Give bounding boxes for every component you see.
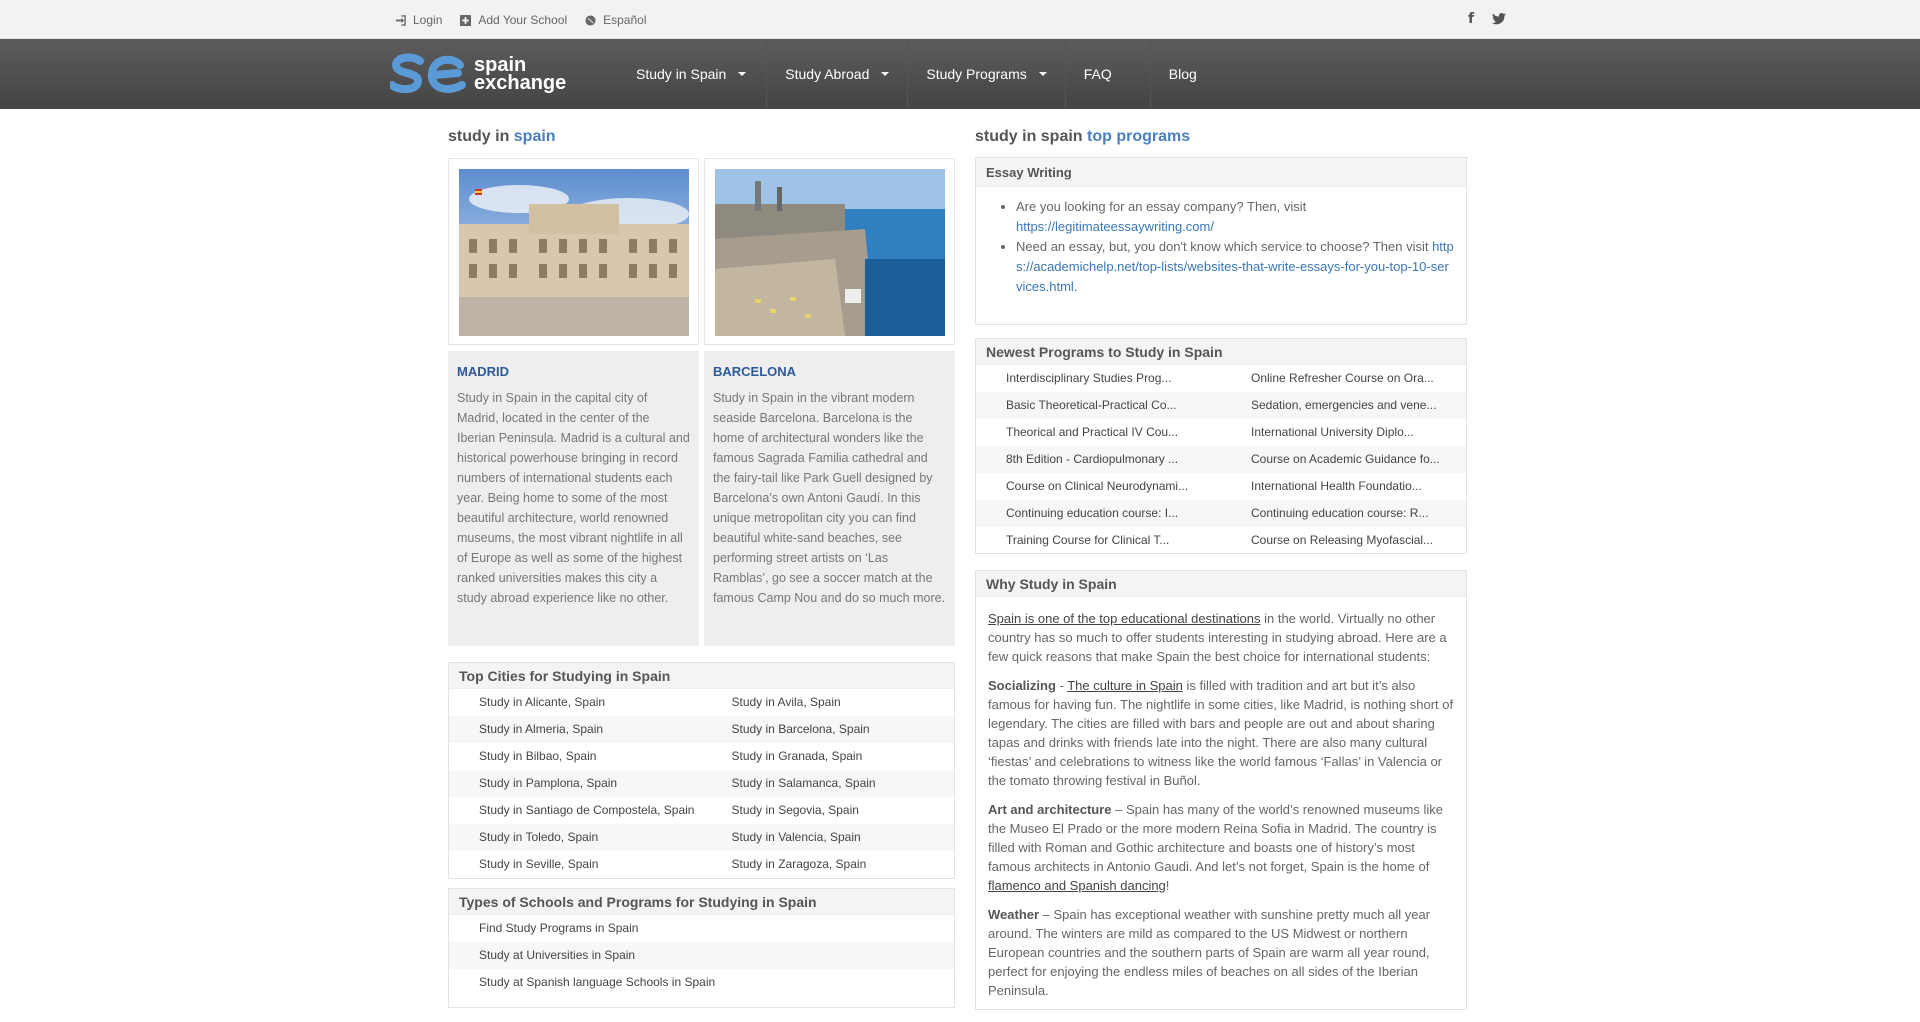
barcelona-title[interactable]: BARCELONA <box>713 364 797 379</box>
list-row <box>976 392 1466 419</box>
list-item-link[interactable]: Sedation, emergencies and vene... <box>1251 398 1437 412</box>
globe-icon <box>585 15 596 26</box>
madrid-description: Study in Spain in the capital city of Madrid, located in the center of the Iberian Peninsula. Madrid is a cultural and historical powerhouse bringing in record numbers of international students each year. Being home to some of the most beautiful architecture, world renowned museums, the most vibrant nightlife in all of Europe as well as some of the highest ranked universities makes this city a study abroad experience like no other. <box>457 391 690 605</box>
nav-blog[interactable] <box>1151 39 1215 109</box>
plus-square-icon <box>460 15 471 26</box>
caret-down-icon <box>738 72 746 76</box>
nav-label: Study Programs <box>926 66 1027 82</box>
madrid-image-card[interactable] <box>448 158 699 345</box>
why-intro: Spain is one of the top educational destinations in the world. Virtually no other country has so much to offer students interesting in studying abroad. Here are a few quick reasons that make Spain the best choice for international students: <box>988 611 1447 664</box>
nav-study-programs[interactable] <box>908 39 1065 109</box>
nav-faq[interactable] <box>1066 39 1151 109</box>
essay-link-1[interactable]: https://legitimateessaywriting.com/ <box>1016 219 1214 234</box>
language-link[interactable] <box>585 13 646 27</box>
nav-label: Study Abroad <box>785 66 870 82</box>
list-row <box>976 419 1466 446</box>
nav-study-in-spain[interactable] <box>618 39 767 109</box>
list-item-link[interactable]: Study in Almeria, Spain <box>479 722 604 736</box>
newest-programs-panel <box>975 338 1467 554</box>
list-row <box>449 770 954 797</box>
essay-writing-panel <box>975 157 1467 325</box>
list-item-link[interactable]: Theorical and Practical IV Cou... <box>1006 425 1179 439</box>
flamenco-link[interactable]: flamenco and Spanish dancing <box>988 878 1166 893</box>
list-item-link[interactable]: Study in Avila, Spain <box>731 695 841 709</box>
list-item-link[interactable]: Basic Theoretical-Practical Co... <box>1006 398 1177 412</box>
list-item-link[interactable]: Find Study Programs in Spain <box>479 921 639 935</box>
list-item-link[interactable]: Study in Granada, Spain <box>731 749 863 763</box>
madrid-palace-image <box>459 169 689 336</box>
barcelona-image-card[interactable] <box>704 158 955 345</box>
list-item-link[interactable]: International Health Foundatio... <box>1251 479 1422 493</box>
essay-item-1: • Are you looking for an essay company? Then, visit https://legitimateessaywriting.com/ <box>1016 197 1454 237</box>
list-item-link[interactable]: Study in Santiago de Compostela, Spain <box>479 803 695 817</box>
list-item-link[interactable]: Course on Academic Guidance fo... <box>1251 452 1440 466</box>
top-destinations-link[interactable]: Spain is one of the top educational destinations <box>988 611 1261 626</box>
why-art: Art and architecture – Spain has many of the world’s renowned museums like the Museo El Prado or the more modern Reina Sofia in Madrid. The country is filled with Roman and Gothic architecture and boasts one of history’s most famous architects in Antonio Gaudi. And let’s not forget, Spain is the home of flamenco and Spanish dancing! <box>988 802 1443 893</box>
school-types-title: Types of Schools and Programs for Studying in Spain <box>449 889 954 915</box>
nav-label: Blog <box>1168 66 1197 82</box>
list-row <box>976 473 1466 500</box>
culture-link[interactable]: The culture in Spain <box>1067 678 1183 693</box>
top-cities-panel <box>448 662 955 879</box>
essay-item-2: • Need an essay, but, you don't know which service to choose? Then visit https://academichelp.net/top-lists/websites-that-write-essays-for-you-top-10-services.html. <box>1016 237 1454 297</box>
twitter-icon[interactable] <box>1492 13 1506 25</box>
list-item-link[interactable]: Course on Clinical Neurodynami... <box>1006 479 1189 493</box>
list-row <box>976 446 1466 473</box>
site-logo[interactable] <box>390 51 590 97</box>
logo-text-line1: spain <box>474 54 527 76</box>
madrid-card <box>448 351 699 646</box>
list-row <box>449 716 954 743</box>
top-cities-title: Top Cities for Studying in Spain <box>449 663 954 689</box>
why-study-panel <box>975 570 1467 1010</box>
list-row <box>976 527 1466 554</box>
logo-text-line2: exchange <box>474 72 567 94</box>
list-item-link[interactable]: Study in Toledo, Spain <box>479 830 599 844</box>
add-school-link[interactable] <box>460 13 567 27</box>
barcelona-harbour-image <box>715 169 945 336</box>
newest-programs-title: Newest Programs to Study in Spain <box>976 339 1466 365</box>
list-item-link[interactable]: Study in Alicante, Spain <box>479 695 606 709</box>
facebook-icon[interactable]: f <box>1468 11 1475 27</box>
caret-down-icon <box>881 72 889 76</box>
list-item-link[interactable]: Study in Bilbao, Spain <box>479 749 597 763</box>
list-row <box>449 797 954 824</box>
list-item-link[interactable]: Study in Segovia, Spain <box>731 803 859 817</box>
caret-down-icon <box>1039 72 1047 76</box>
madrid-title[interactable]: MADRID <box>457 364 509 379</box>
list-item-link[interactable]: Continuing education course: I... <box>1006 506 1179 520</box>
list-row <box>449 824 954 851</box>
list-item-link[interactable]: Training Course for Clinical T... <box>1006 533 1170 547</box>
logo-mark-icon <box>390 51 468 97</box>
add-school-label: Add Your School <box>478 13 568 27</box>
list-item-link[interactable]: Study at Spanish language Schools in Spain <box>479 975 716 989</box>
list-item-link[interactable]: International University Diplo... <box>1251 425 1414 439</box>
list-item-link[interactable]: Study in Valencia, Spain <box>731 830 861 844</box>
list-item-link[interactable]: Course on Releasing Myofascial... <box>1251 533 1434 547</box>
list-item-link[interactable]: 8th Edition - Cardiopulmonary ... <box>1006 452 1179 466</box>
list-item-link[interactable]: Study in Pamplona, Spain <box>479 776 618 790</box>
login-label: Login <box>413 13 443 27</box>
top-utility-bar <box>0 0 1920 39</box>
list-item-link[interactable]: Continuing education course: R... <box>1251 506 1429 520</box>
list-item-link[interactable]: Study in Salamanca, Spain <box>731 776 876 790</box>
list-item-link[interactable]: Study in Zaragoza, Spain <box>731 857 867 871</box>
main-navigation <box>0 39 1920 109</box>
list-row <box>449 743 954 770</box>
why-study-title: Why Study in Spain <box>976 571 1466 597</box>
list-item-link[interactable]: Interdisciplinary Studies Prog... <box>1006 371 1172 385</box>
study-in-spain-heading: study in spain <box>448 128 556 145</box>
list-item-link[interactable]: Study in Seville, Spain <box>479 857 599 871</box>
list-row <box>449 689 954 716</box>
top-programs-heading: study in spain top programs <box>975 128 1191 145</box>
barcelona-card <box>704 351 955 646</box>
list-item-link[interactable]: Study in Barcelona, Spain <box>731 722 870 736</box>
list-item-link[interactable]: Online Refresher Course on Ora... <box>1251 371 1434 385</box>
essay-link-2[interactable]: https://academichelp.net/top-lists/websites-that-write-essays-for-you-top-10-services.html <box>1016 239 1454 294</box>
login-link[interactable] <box>395 13 442 27</box>
list-item-link[interactable]: Study at Universities in Spain <box>449 942 954 969</box>
language-label: Español <box>603 13 647 27</box>
barcelona-description: Study in Spain in the vibrant modern seaside Barcelona. Barcelona is the home of architectural wonders like the famous Sagrada Familia cathedral and the fairy-tail like Park Guell designed by Barcelona’s own Antoni Gaudí. In this unique metropolitan city you can find beautiful white-sand beaches, see performing street artists on ‘Las Ramblas’, go see a soccer match at the famous Camp Nou and do so much more. <box>713 391 946 605</box>
why-weather: Weather – Spain has exceptional weather with sunshine pretty much all year around. The winters are mild as compared to the US Midwest or northern European countries and the southern parts of Spain are warm all year round, perfect for enjoying the endless miles of beaches on all sides of the Iberian Peninsula. <box>988 907 1431 998</box>
nav-label: Study in Spain <box>636 66 727 82</box>
essay-writing-title: Essay Writing <box>976 158 1466 187</box>
nav-study-abroad[interactable] <box>767 39 908 109</box>
list-row <box>976 500 1466 527</box>
school-types-panel <box>448 888 955 1008</box>
why-socializing: Socializing - The culture in Spain is filled with tradition and art but it’s also famous for having fun. The nightlife in some cities, like Madrid, is nothing short of legendary. The cities are filled with bars and people are out and about sharing tapas and drinks with friends late into the night. There are also many cultural ‘fiestas’ and celebrations to witness like the world famous ‘Fallas’ in Valencia or the tomato throwing festival in Buñol. <box>988 678 1454 788</box>
sign-in-icon <box>395 15 406 26</box>
list-row <box>976 365 1466 392</box>
nav-label: FAQ <box>1083 66 1112 82</box>
list-row <box>449 851 954 878</box>
